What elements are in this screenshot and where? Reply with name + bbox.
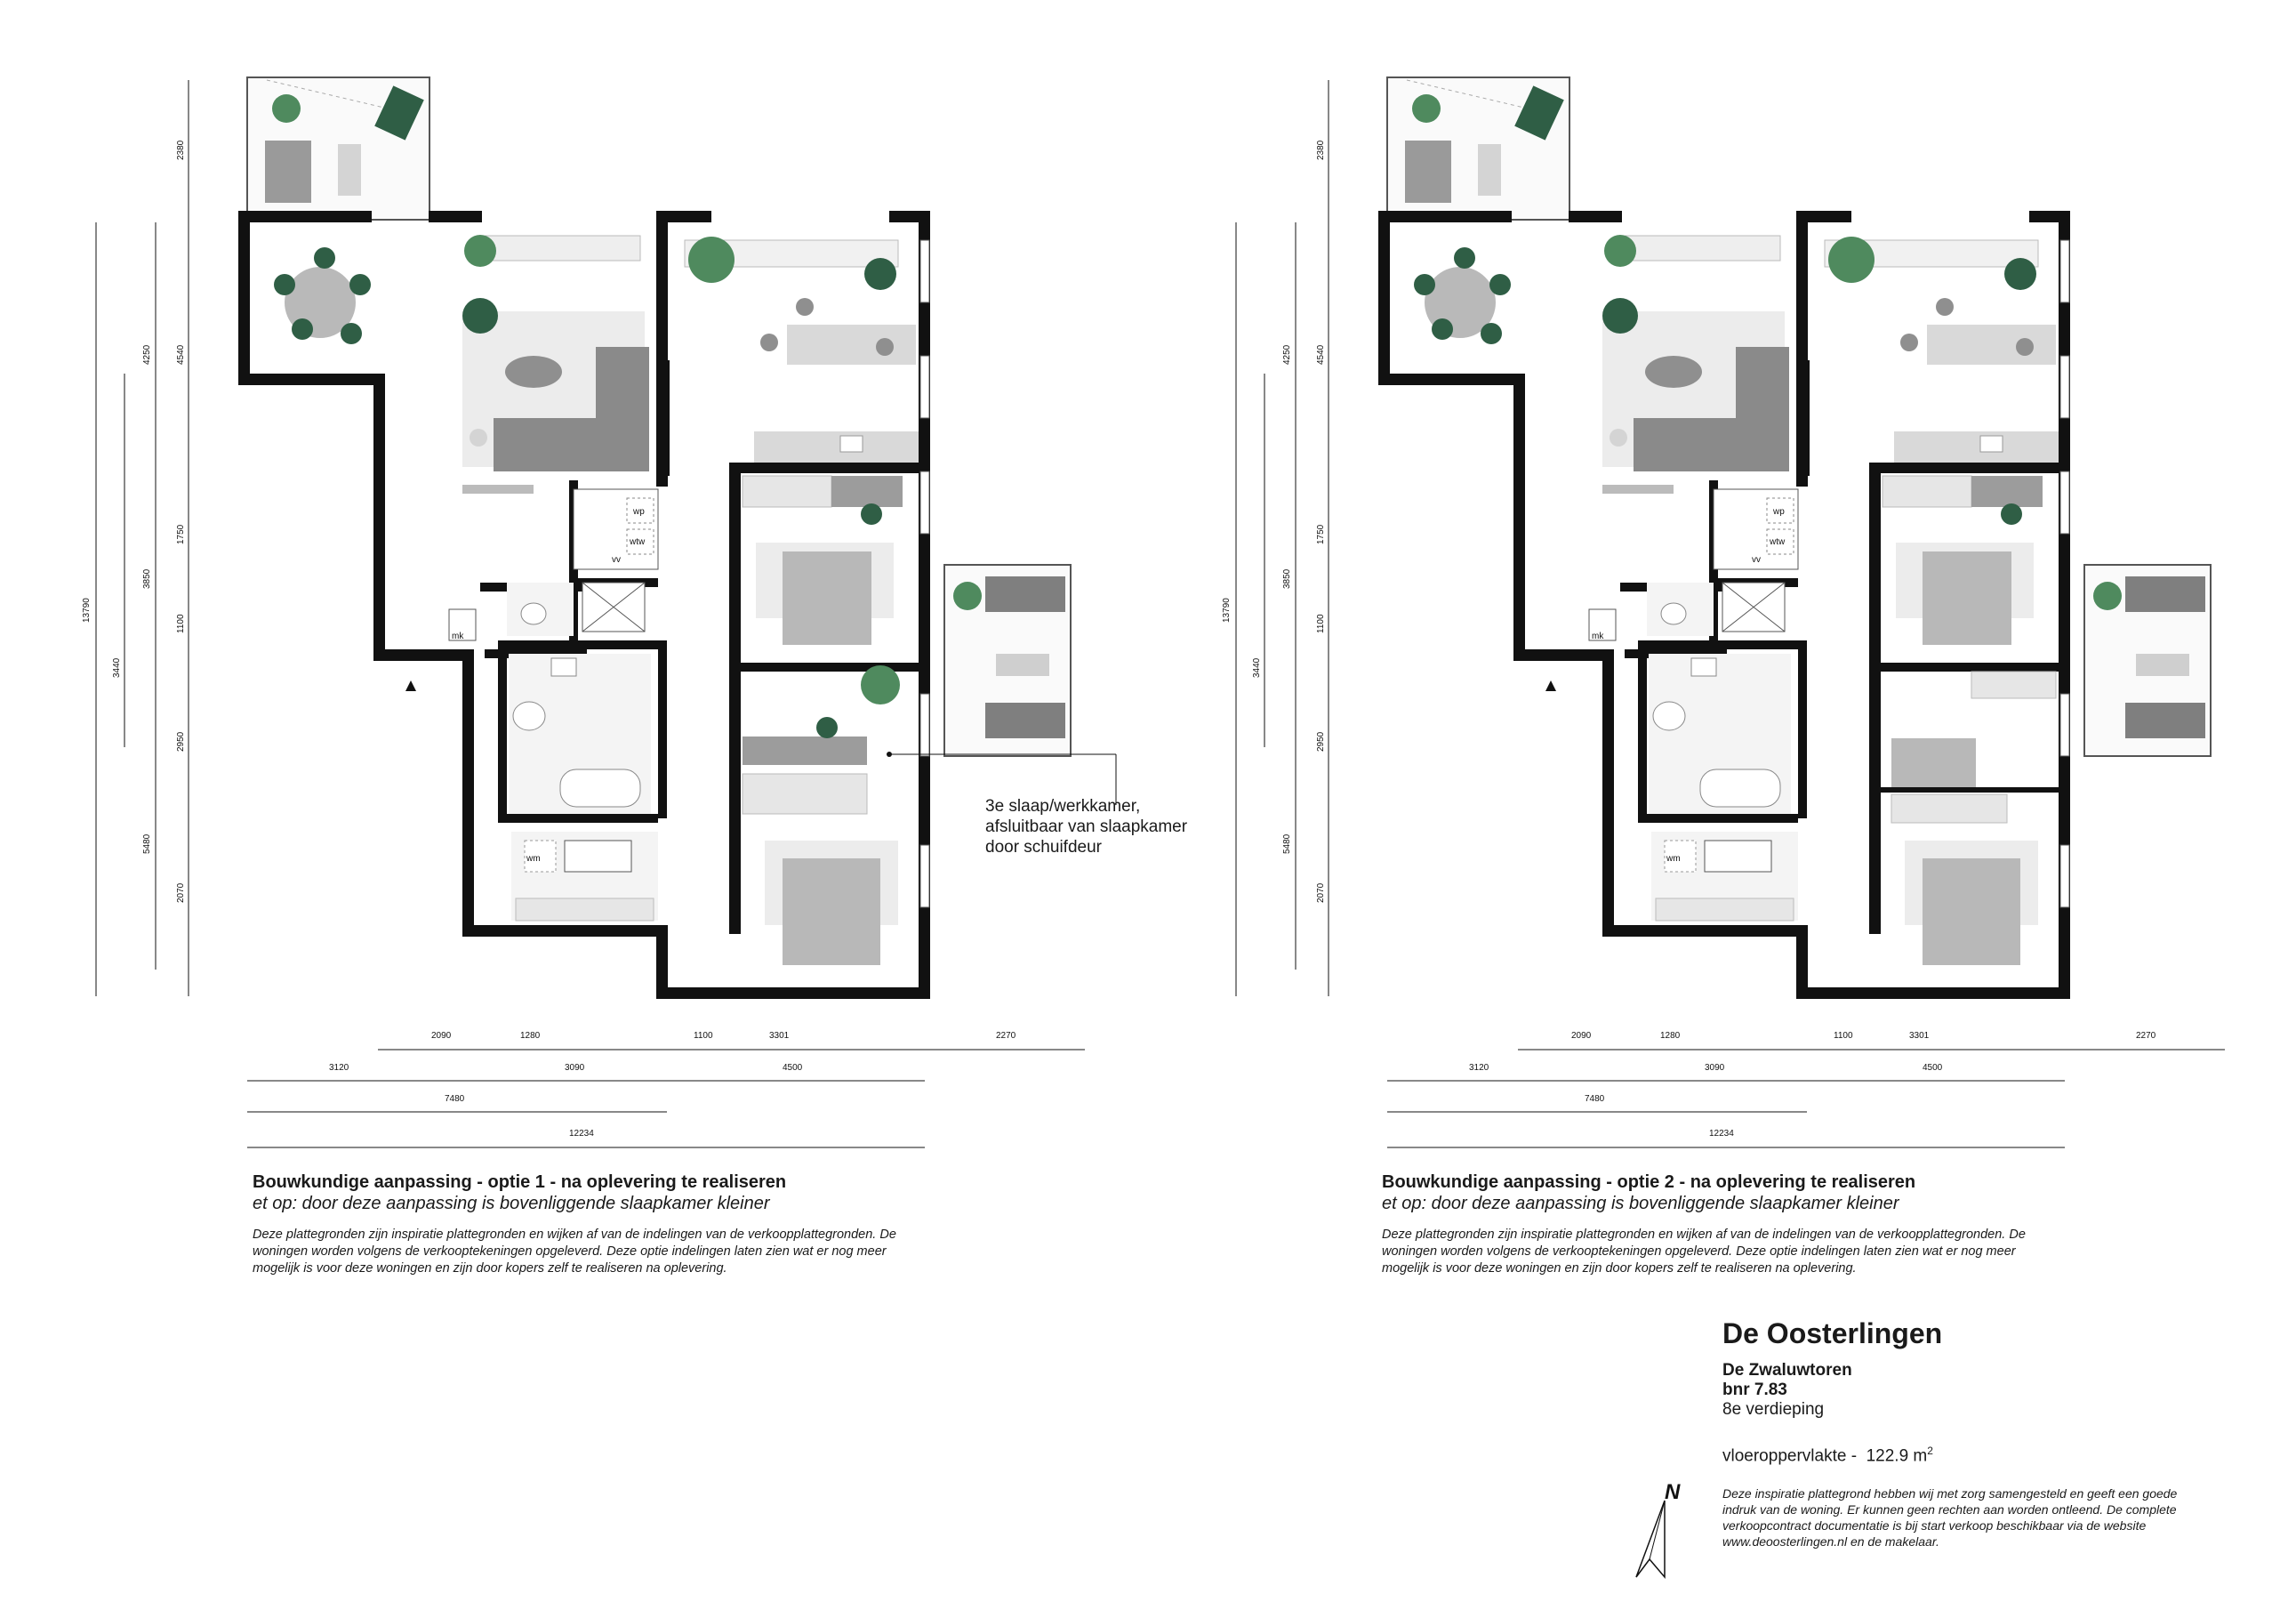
dimension-lines-vertical <box>96 80 189 996</box>
radiator-icon <box>565 841 631 872</box>
plant-icon <box>953 582 982 610</box>
bathtub-icon <box>1700 769 1780 807</box>
caption-body: Deze plattegronden zijn inspiratie plattegronden en wijken af van de indelingen van de verkoopplattegronden. De woningen worden volgens de verkooptekeningen opgeleverd. Deze optie indelingen laten zien wat er nog meer mogelijk is voor deze woningen en zijn door kopers zelf te realiseren na oplevering. <box>1382 1228 2026 1276</box>
wardrobe-icon <box>516 898 654 921</box>
dim-2950: 2950 <box>1316 731 1326 752</box>
balcony-east <box>944 565 1071 756</box>
wardrobe-icon <box>1883 476 1971 507</box>
bedroom-2 <box>743 665 900 965</box>
dim-4500: 4500 <box>783 1063 803 1073</box>
chair-icon <box>292 318 313 340</box>
bedroom-1 <box>743 476 903 645</box>
dim-3120: 3120 <box>329 1063 349 1073</box>
label-wm: wm <box>526 854 541 864</box>
table-icon <box>2136 654 2189 676</box>
dim-2070: 2070 <box>176 882 186 903</box>
caption-option-1 <box>253 1171 946 1277</box>
dim-3090: 3090 <box>1705 1063 1725 1073</box>
dim-2270: 2270 <box>996 1031 1016 1041</box>
disclaimer: Deze inspiratie plattegrond hebben wij met zorg samengesteld en geeft een goede indruk van de woning. Er kunnen geen rechten aan worden ontleend. De complete verkoopcontract documentatie is bij start verkoop beschikbaar via de website www.deoosterlingen.nl en de makelaar. <box>1722 1486 2178 1549</box>
chair-icon <box>314 247 335 269</box>
dim-1280: 1280 <box>520 1031 541 1041</box>
north-label: N <box>1665 1480 1681 1504</box>
tv-cabinet-icon <box>485 236 640 261</box>
chair-icon <box>1454 247 1475 269</box>
bench-icon <box>985 576 1065 612</box>
floor-area <box>1722 1441 2185 1466</box>
dim-1750: 1750 <box>176 524 186 544</box>
coffee-table-icon <box>1645 356 1702 388</box>
floor-area-value: 122.9 m <box>1866 1446 1928 1466</box>
bathtub-icon <box>560 769 640 807</box>
radiator-icon <box>1705 841 1771 872</box>
floor-plan-option-1 <box>0 0 1156 1139</box>
wardrobe-icon <box>743 774 867 814</box>
unit-number: bnr 7.83 <box>1722 1381 1787 1399</box>
entrance-arrow-icon <box>405 680 416 691</box>
label-mk: mk <box>1592 632 1604 641</box>
dining-area <box>1414 247 1511 344</box>
dim-1100: 1100 <box>1834 1031 1853 1041</box>
plant-icon <box>1412 94 1441 123</box>
dim-1750: 1750 <box>1316 524 1326 544</box>
plant-icon <box>861 665 900 704</box>
bathroom <box>1649 654 1798 921</box>
kitchen-island-icon <box>787 325 916 365</box>
desk-icon <box>831 476 903 507</box>
label-wp: wp <box>633 507 645 517</box>
dim-5480: 5480 <box>1282 833 1292 854</box>
north-arrow-icon <box>1601 1481 1698 1588</box>
dining-area <box>274 247 371 344</box>
entrance-arrow-icon <box>1545 680 1556 691</box>
tv-cabinet-icon <box>1625 236 1780 261</box>
dim-4500: 4500 <box>1923 1063 1943 1073</box>
sink-icon <box>1691 658 1716 676</box>
label-mk: mk <box>452 632 464 641</box>
kitchen-counter-icon <box>754 431 919 463</box>
kitchen-counter-icon <box>1894 431 2059 463</box>
sofa-icon <box>1736 347 1789 471</box>
wardrobe-icon <box>1656 898 1794 921</box>
dim-13790: 13790 <box>1222 598 1232 623</box>
balcony-top <box>1387 77 1569 220</box>
label-vv: vv <box>612 555 621 565</box>
dim-3301: 3301 <box>769 1031 790 1041</box>
dim-3301: 3301 <box>1909 1031 1930 1041</box>
callout-line-2: afsluitbaar van slaapkamer <box>985 817 1188 836</box>
sink-icon <box>1980 436 2003 452</box>
dim-1280: 1280 <box>1660 1031 1681 1041</box>
dim-4250: 4250 <box>1282 344 1292 365</box>
kitchen-area <box>1825 237 2059 463</box>
dim-1100: 1100 <box>1316 614 1326 633</box>
dim-7480: 7480 <box>1585 1094 1605 1104</box>
dim-3440: 3440 <box>112 657 122 678</box>
dim-7480: 7480 <box>445 1094 465 1104</box>
chair-icon <box>816 717 838 738</box>
label-wm: wm <box>1666 854 1681 864</box>
dimension-lines-vertical <box>1236 80 1329 996</box>
chair-icon <box>1432 318 1453 340</box>
armchair-icon <box>1602 298 1638 334</box>
chair-icon <box>2004 258 2036 290</box>
callout-line-1: 3e slaap/werkkamer, <box>985 797 1141 816</box>
bench-icon <box>985 703 1065 738</box>
balcony-east <box>2084 565 2211 756</box>
coffee-table-icon <box>505 356 562 388</box>
sink-icon <box>840 436 863 452</box>
toilet-icon <box>513 702 545 730</box>
toilet-icon <box>1661 603 1686 624</box>
dim-3440: 3440 <box>1252 657 1262 678</box>
lamp-icon <box>470 429 487 447</box>
chair-icon <box>1489 274 1511 295</box>
chair-icon <box>1481 323 1502 344</box>
chair-icon <box>274 274 295 295</box>
balcony-top <box>247 77 429 220</box>
bench-icon <box>2125 576 2205 612</box>
armchair-icon <box>462 298 498 334</box>
dim-4250: 4250 <box>142 344 152 365</box>
plant-icon <box>1604 235 1636 267</box>
dim-13790: 13790 <box>82 598 92 623</box>
building-name: De Zwaluwtoren <box>1722 1361 1852 1380</box>
floor-plan-drawing <box>0 0 1156 1139</box>
floor-area-unit: 2 <box>1927 1445 1933 1457</box>
label-wtw: wtw <box>630 537 646 547</box>
chair-icon <box>349 274 371 295</box>
lounge-chair-icon <box>265 141 311 203</box>
wardrobe-icon <box>743 476 831 507</box>
wardrobe-icon <box>1971 672 2056 698</box>
wardrobe-icon <box>1891 794 2007 823</box>
project-name: De Oosterlingen <box>1722 1317 1943 1349</box>
dim-4540: 4540 <box>1316 344 1326 365</box>
caption-subtitle: et op: door deze aanpassing is bovenliggende slaapkamer kleiner <box>253 1194 770 1213</box>
dim-2090: 2090 <box>431 1031 452 1041</box>
label-wtw: wtw <box>1770 537 1786 547</box>
bedroom-2 <box>1905 841 2038 965</box>
floor-level: 8e verdieping <box>1722 1400 1825 1419</box>
bed-icon <box>783 858 880 965</box>
floor-plan-option-2 <box>1140 0 2296 1139</box>
label-wp: wp <box>1773 507 1785 517</box>
chair-icon <box>1414 274 1435 295</box>
dim-3120: 3120 <box>1469 1063 1489 1073</box>
plant-icon <box>272 94 301 123</box>
bed-icon <box>1923 858 2020 965</box>
desk-icon <box>743 737 867 765</box>
chair-icon <box>864 258 896 290</box>
living-area <box>462 235 649 494</box>
dim-1100: 1100 <box>176 614 186 633</box>
project-info <box>1722 1316 2185 1466</box>
plant-icon <box>2093 582 2122 610</box>
caption-body: Deze plattegronden zijn inspiratie plattegronden en wijken af van de indelingen van de verkoopplattegronden. De woningen worden volgens de verkooptekeningen opgeleverd. Deze optie indelingen laten zien wat er nog meer mogelijk is voor deze woningen en zijn door kopers zelf te realiseren na oplevering. <box>253 1228 896 1276</box>
caption-subtitle: et op: door deze aanpassing is bovenliggende slaapkamer kleiner <box>1382 1194 1899 1213</box>
sofa-icon <box>596 347 649 471</box>
dimension-lines-horizontal <box>1387 1050 2225 1147</box>
dim-3090: 3090 <box>565 1063 585 1073</box>
dim-2270: 2270 <box>2136 1031 2156 1041</box>
bed-icon <box>783 551 871 645</box>
dim-3850: 3850 <box>1282 568 1292 589</box>
kitchen-island-icon <box>1927 325 2056 365</box>
bedroom-3 <box>1881 672 2059 823</box>
desk-icon <box>1971 476 2043 507</box>
dim-12234: 12234 <box>1709 1129 1734 1139</box>
plant-icon <box>464 235 496 267</box>
dim-2380: 2380 <box>176 140 186 160</box>
dim-2380: 2380 <box>1316 140 1326 160</box>
caption-option-2 <box>1382 1171 2075 1277</box>
dim-3850: 3850 <box>142 568 152 589</box>
floor-plan-drawing <box>1140 0 2296 1139</box>
dim-4540: 4540 <box>176 344 186 365</box>
dim-2950: 2950 <box>176 731 186 752</box>
living-area <box>1602 235 1789 494</box>
bench-icon <box>462 485 534 494</box>
plant-icon <box>688 237 735 283</box>
toilet-icon <box>521 603 546 624</box>
chair-icon <box>341 323 362 344</box>
bench-icon <box>2125 703 2205 738</box>
dim-2070: 2070 <box>1316 882 1326 903</box>
table-icon <box>996 654 1049 676</box>
chair-icon <box>861 503 882 525</box>
label-vv: vv <box>1752 555 1761 565</box>
dim-12234: 12234 <box>569 1129 594 1139</box>
plant-icon <box>1828 237 1875 283</box>
callout-line-3: door schuifdeur <box>985 838 1102 857</box>
lounge-chair-icon <box>1405 141 1451 203</box>
floor-area-label: vloeroppervlakte - <box>1722 1446 1858 1466</box>
kitchen-area <box>685 237 919 463</box>
dim-1100: 1100 <box>694 1031 713 1041</box>
bed-icon <box>1923 551 2011 645</box>
bedroom-1 <box>1883 476 2043 645</box>
single-bed-icon <box>1891 738 1976 787</box>
caption-title: Bouwkundige aanpassing - optie 1 - na oplevering te realiseren <box>253 1172 787 1192</box>
dim-5480: 5480 <box>142 833 152 854</box>
side-table-icon <box>1478 144 1501 196</box>
toilet-icon <box>1653 702 1685 730</box>
side-table-icon <box>338 144 361 196</box>
chair-icon <box>2001 503 2022 525</box>
dim-2090: 2090 <box>1571 1031 1592 1041</box>
dimension-lines-horizontal <box>247 1050 1085 1147</box>
lamp-icon <box>1610 429 1627 447</box>
caption-title: Bouwkundige aanpassing - optie 2 - na oplevering te realiseren <box>1382 1172 1916 1192</box>
bathroom <box>509 654 658 921</box>
sink-icon <box>551 658 576 676</box>
bench-icon <box>1602 485 1674 494</box>
